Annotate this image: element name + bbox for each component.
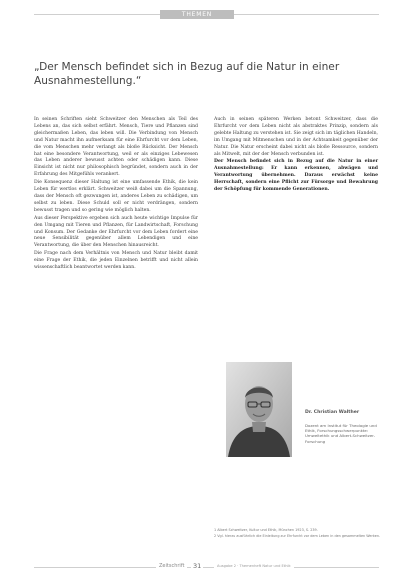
- left-column: [34, 117, 198, 273]
- author-name: Dr. Christian Walther: [305, 410, 360, 415]
- footer-journal: Zeitschrift: [156, 563, 187, 569]
- author-portrait: [226, 362, 292, 457]
- footnote: 2 Vgl. hierzu ausführlich die Einleitung zur Ehrfurcht vor dem Leben in den gesammelten Werken.: [214, 533, 381, 538]
- article-headline: „Der Mensch befindet sich in Bezug auf die Natur in einer Ausnahmestellung.“: [34, 61, 340, 87]
- paragraph: Die Frage nach dem Verhältnis von Mensch und Natur bleibt damit eine Frage der Ethik, die jeden Einzelnen betrifft und nicht allein wissenschaftlich beantwortet werden kann.: [34, 251, 198, 271]
- paragraph: Die Konsequenz dieser Haltung ist eine umfassende Ethik, die kein Leben für wertlos erklärt. Schweitzer weiß dabei um die Spannung, dass der Mensch oft gezwungen ist, anderes Leben zu schädigen, um selbst zu leben. Diese Schuld soll er nicht verdrängen, sondern bewusst tragen und so gering wie möglich halten.: [34, 180, 198, 213]
- footer-issue: Ausgabe 2 · Themenheft Natur und Ethik: [214, 564, 294, 568]
- footnotes: [214, 528, 382, 540]
- paragraph: Auch in seinen späteren Werken betont Schweitzer, dass die Ehrfurcht vor dem Leben nicht als abstraktes Prinzip, sondern als gelebte Haltung zu verstehen ist. Sie zeigt sich im täglichen Handeln, im Umgang mit Mitmenschen und in der Achtsamkeit gegenüber der Natur. Die Natur erscheint dabei nicht als bloße Ressource, sondern als Mitwelt, mit der der Mensch verbunden ist.: [214, 117, 378, 157]
- pull-quote-paragraph: Der Mensch befindet sich in Bezug auf die Natur in einer Ausnahmestellung: Er kann erkennen, abwägen und Verantwortung übernehmen. Daraus erwächst keine Herrschaft, sondern eine Pflicht zur Fürsorge und Bewahrung der Schöpfung für kommende Generationen.: [214, 159, 378, 193]
- section-label: THEMEN: [160, 10, 234, 19]
- footnote: 1 Albert Schweitzer, Kultur und Ethik, München 1923, S. 239.: [214, 528, 318, 532]
- page-number: 31: [193, 562, 202, 570]
- paragraph: In seinen Schriften sieht Schweitzer den Menschen als Teil des Lebens an, das sich selbst erfährt. Mensch, Tiere und Pflanzen sind gleichermaßen Leben, das leben will. Die Verbindung von Mensch und Natur macht ihn aufmerksam für eine Ehrfurcht vor dem Leben, die vom Menschen mehr verlangt als bloße Rücksicht. Der Mensch hat eine besondere Verantwortung, weil er als einziges Lebewesen das Leben anderer bewusst achten oder schädigen kann. Diese Einsicht ist nicht nur philosophisch begründet, sondern auch in der Erfahrung des Mitgefühls verankert.: [34, 117, 198, 178]
- paragraph: Aus dieser Perspektive ergeben sich auch heute wichtige Impulse für den Umgang mit Tieren und Pflanzen, für Landwirtschaft, Forschung und Konsum. Der Gedanke der Ehrfurcht vor dem Leben fordert eine neue Sensibilität gegenüber allem Lebendigen und eine Verantwortung, die über den Menschen hinausreicht.: [34, 215, 198, 249]
- bottom-rule: [34, 567, 379, 568]
- right-column: [214, 117, 378, 195]
- author-role: Dozent am Institut für Theologie und Ethik, Forschungsschwerpunkte: Umweltethik und Albert-Schweitzer-Forschung: [305, 423, 377, 444]
